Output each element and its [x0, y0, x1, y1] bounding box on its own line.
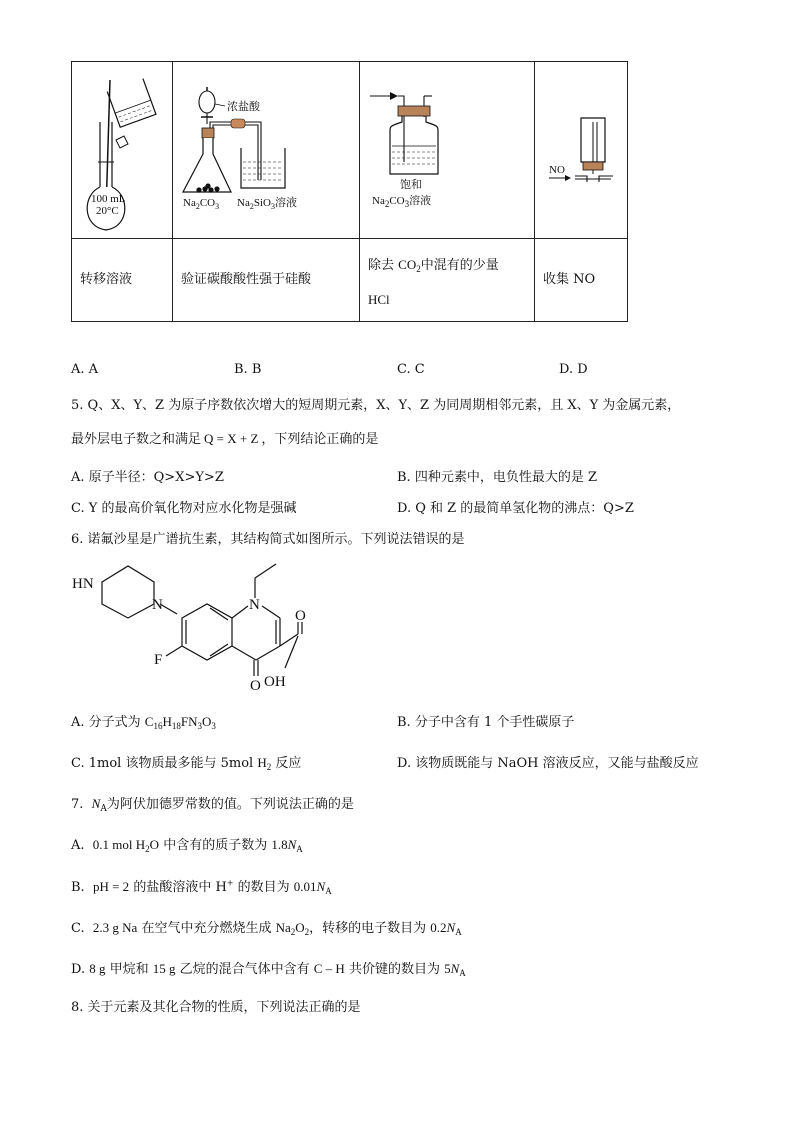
struct-n-piperazine: N [152, 597, 163, 613]
diagram-wash-bottle-cell [360, 62, 535, 239]
label-cell-4 [535, 239, 628, 322]
diagram-acid-strength-cell [173, 62, 360, 239]
struct-hn: HN [72, 576, 94, 592]
q6-option-d[interactable]: D. 该物质既能与 NaOH 溶液反应，又能与盐酸反应 [397, 756, 699, 771]
conc-hcl-label: 浓盐酸 [227, 100, 260, 113]
label-transfer-solution: 转移溶液 [80, 272, 133, 287]
struct-f: F [154, 652, 163, 668]
q7-option-d[interactable]: D. 8 g 甲烷和 15 g 乙烷的混合气体中含有 C – H 共价键的数目为 $5N_A$ [71, 961, 466, 978]
norfloxacin-structure [70, 556, 310, 694]
q7-option-c[interactable]: C. 2.3 g Na 在空气中充分燃烧生成 $Na_2O_2$，转移的电子数目为 $0.2N_A$ [71, 920, 462, 937]
saturated-label: 饱和 [400, 178, 422, 191]
q8-stem: 8. 关于元素及其化合物的性质，下列说法正确的是 [71, 1000, 361, 1015]
q5-option-a[interactable]: A. 原子半径：Q>X>Y>Z [71, 470, 224, 485]
q6-stem: 6. 诺氟沙星是广谱抗生素，其结构简式如图所示。下列说法错误的是 [71, 532, 465, 547]
label-cell-1 [72, 239, 173, 322]
q5-stem-line1: 5. Q、X、Y、Z 为原子序数依次增大的短周期元素，X、Y、Z 为同周期相邻元素，且 X、Y 为金属元素， [71, 398, 681, 413]
flask-volume-label: 100 mL [91, 193, 126, 205]
q6-option-a[interactable]: A. 分子式为 $C_{16}H_{18}FN_3O_3$ [71, 714, 216, 731]
label-cell-2 [173, 239, 360, 322]
struct-o-acid: O [295, 608, 306, 624]
label-hcl: HCl [368, 291, 390, 307]
experiment-table [71, 61, 628, 322]
q4-option-b[interactable]: B. B [234, 362, 262, 377]
q4-option-d[interactable]: D. D [559, 362, 588, 377]
na2sio3-label: $Na_2SiO_3$溶液 [237, 196, 297, 211]
q7-option-b[interactable]: B. pH = 2 的盐酸溶液中 H+ 的数目为 $0.01N_A$ [71, 878, 332, 896]
no-label: NO [549, 164, 565, 176]
wash-bottle-diagram [360, 62, 534, 238]
label-co2: $CO_2$ [398, 256, 421, 274]
q4-option-c[interactable]: C. C [397, 362, 425, 377]
na2co3-label: $Na_2CO_3$ [183, 197, 220, 211]
diagram-volumetric-flask-cell [72, 62, 173, 239]
q5-option-d[interactable]: D. Q 和 Z 的最简单氢化物的沸点：Q>Z [397, 501, 634, 516]
q5-option-b[interactable]: B. 四种元素中，电负性最大的是 Z [397, 470, 597, 485]
q7-option-a[interactable]: A. 0.1 mol $H_2O$ 中含有的质子数为 $1.8N_A$ [71, 837, 303, 854]
diagram-collect-no-cell [535, 62, 628, 239]
q5-option-c[interactable]: C. Y 的最高价氧化物对应水化物是强碱 [71, 501, 297, 516]
na2co3-solution-label: $Na_2CO_3$溶液 [372, 194, 432, 209]
struct-oh: OH [264, 674, 286, 690]
label-collect-no: 收集 NO [543, 272, 596, 287]
struct-o-ketone: O [250, 678, 261, 694]
flask-temp-label: 20°C [96, 205, 119, 217]
q4-option-a[interactable]: A. A [71, 362, 99, 377]
volumetric-flask-diagram [72, 62, 172, 238]
q6-option-b[interactable]: B. 分子中含有 1 个手性碳原子 [397, 715, 575, 730]
label-verify-acidity: 验证碳酸酸性强于硅酸 [181, 272, 312, 287]
label-remove-suffix: 中混有的少量 [420, 257, 499, 273]
q6-option-c[interactable]: C. 1mol 该物质最多能与 5mol $H_2$ 反应 [71, 755, 302, 772]
label-cell-3 [360, 239, 535, 322]
label-remove-prefix: 除去 [368, 257, 395, 273]
collect-no-diagram [535, 62, 627, 238]
struct-n-ring: N [249, 597, 260, 613]
q5-stem-line2: 最外层电子数之和满足 Q = X + Z ，下列结论正确的是 [71, 431, 379, 447]
acid-strength-diagram [173, 62, 359, 238]
q7-stem: 7. $N_A$为阿伏加德罗常数的值。下列说法正确的是 [71, 796, 354, 814]
